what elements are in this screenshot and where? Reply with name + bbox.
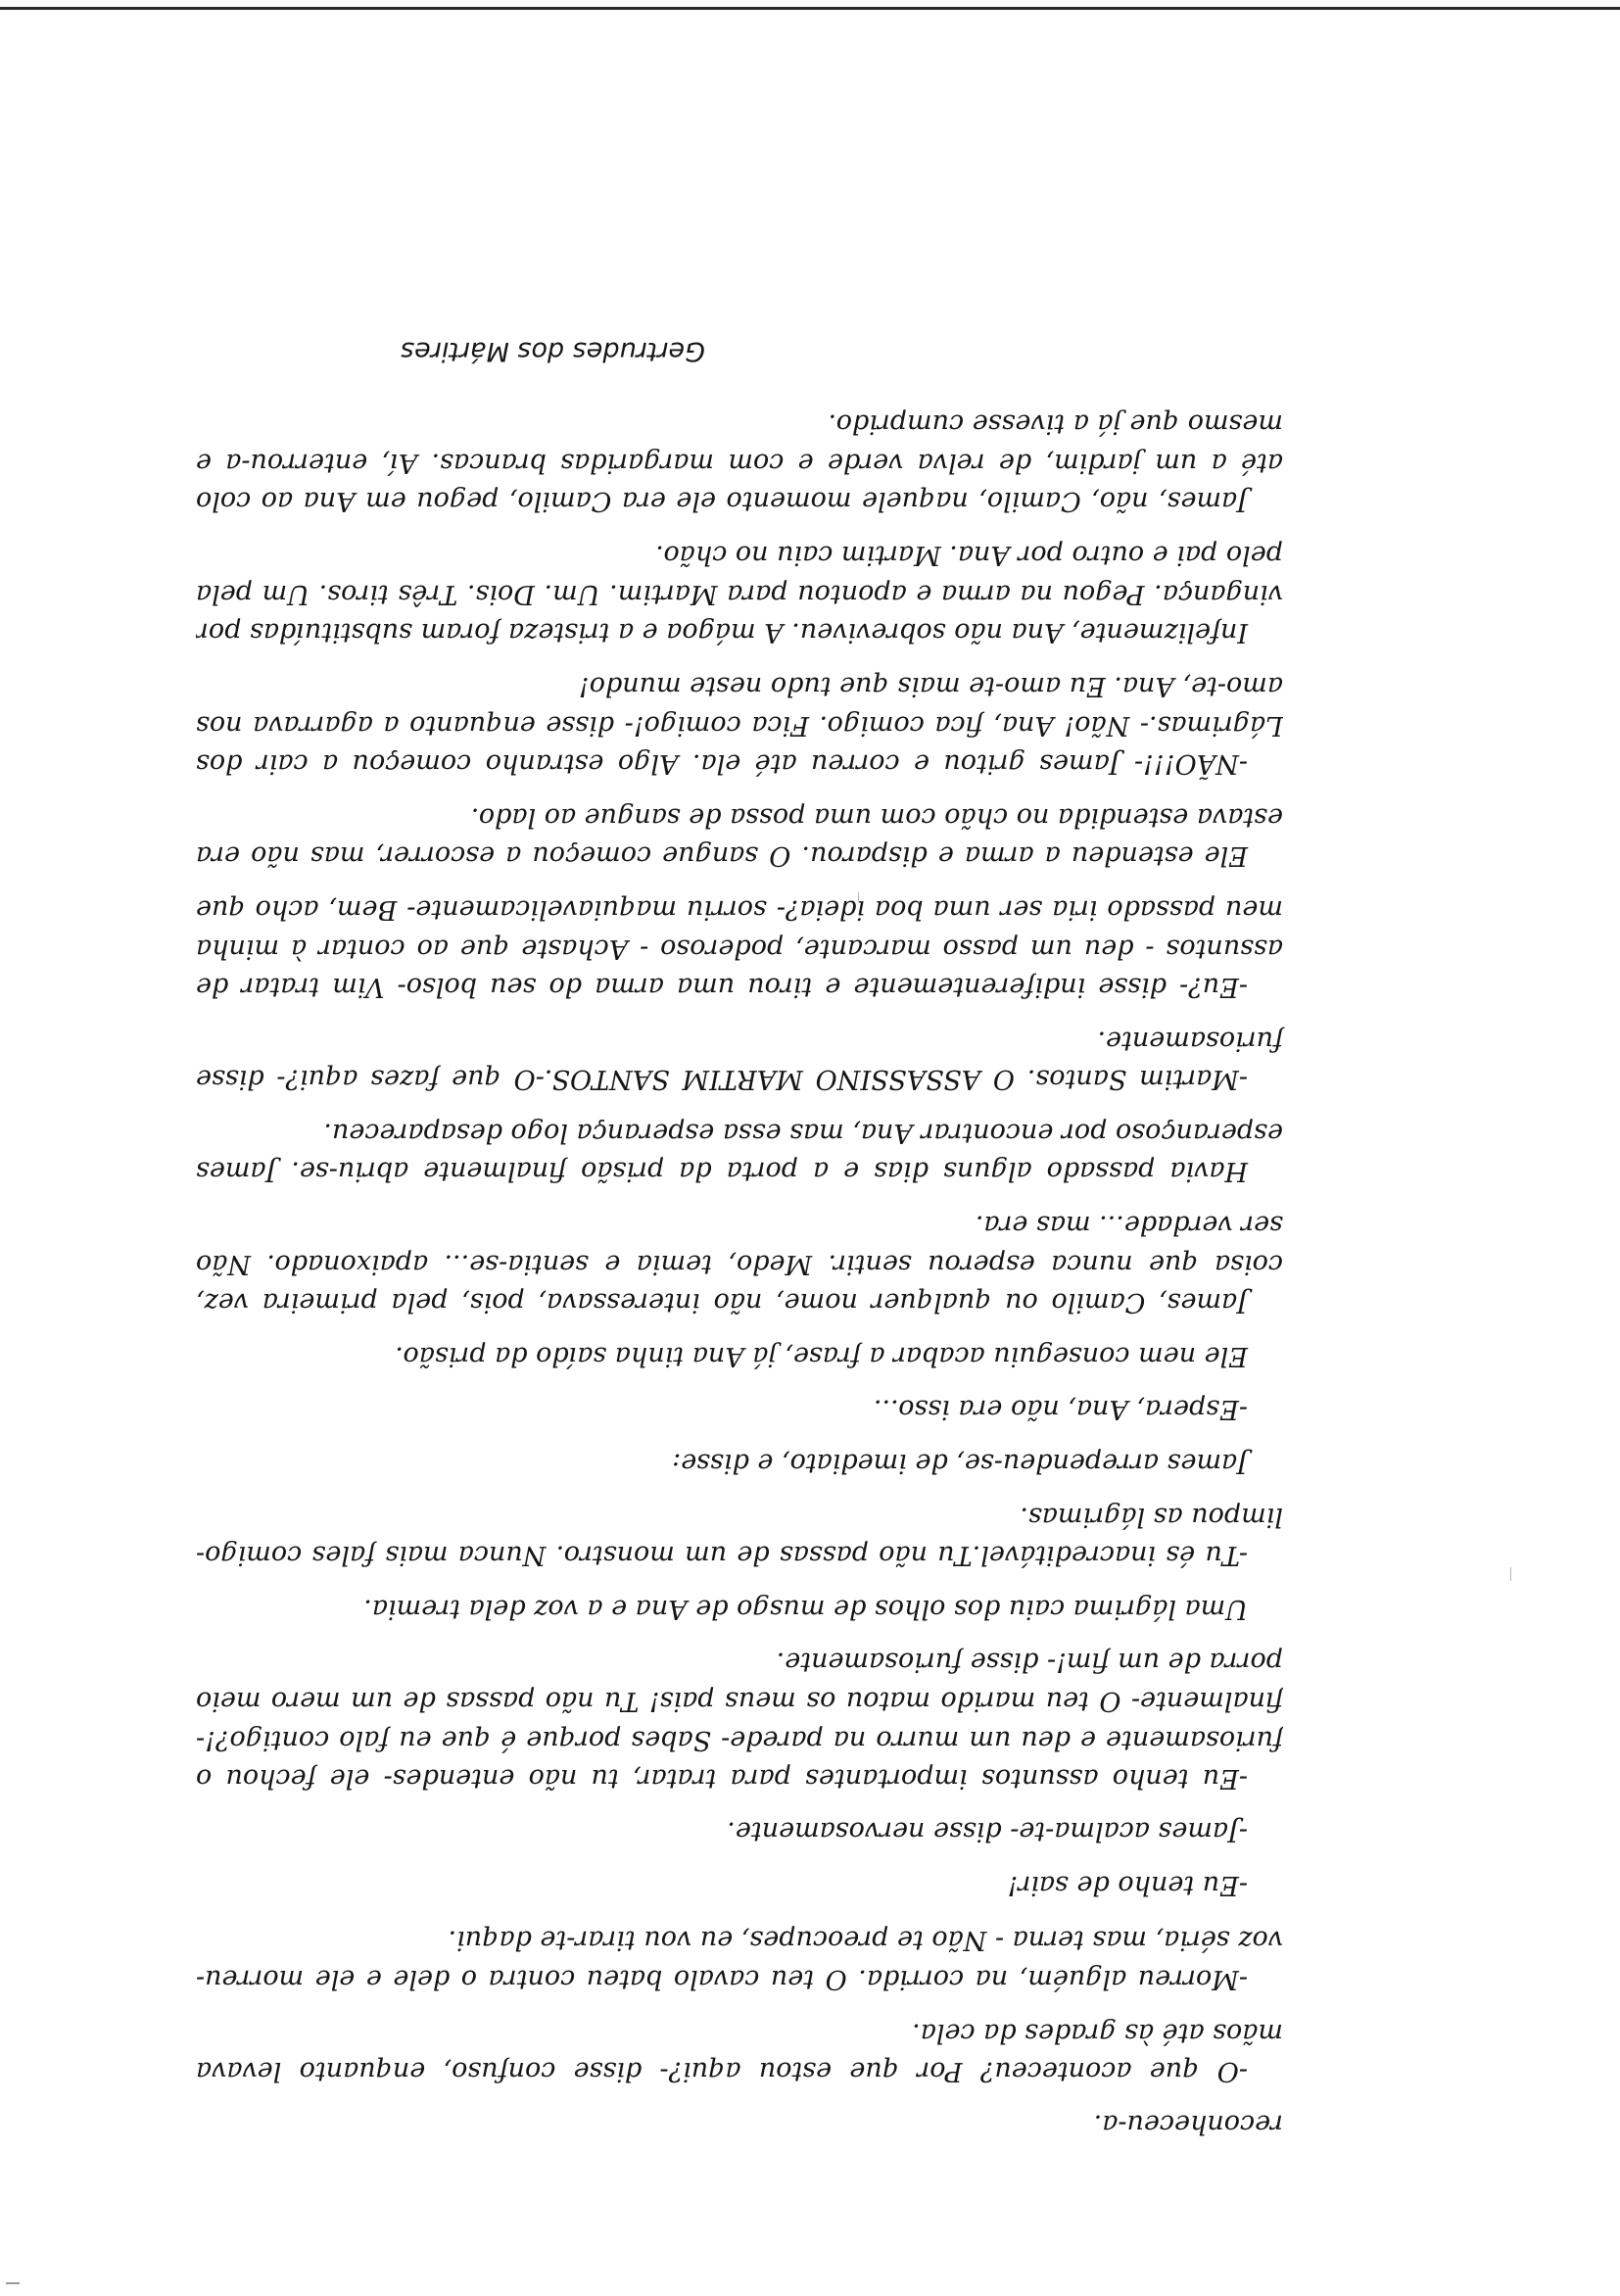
text-line: -Tu és inacreditável.Tu não passas de um monstro. Nunca mais fales comigo- (196, 1540, 1248, 1570)
text-line: -Martim Santos. O ASSASSINO MARTIM SANTOS.-O que fazes aqui?- disse (196, 1064, 1248, 1094)
text-line: meu passado iria ser uma boa ideia?- sorriu maquiavelicamente- Bem, acho que (196, 894, 1283, 925)
text-line: até a um jardim, de relva verde e com margaridas brancas. Aí, enterrou-a e (196, 448, 1283, 478)
text-line: -O que aconteceu? Por que estou aqui?- disse confuso, enquanto levava (196, 2056, 1248, 2086)
text-line: furiosamente e deu um murro na parede- Sabes porque é que eu falo contigo?!- (196, 1725, 1283, 1755)
scan-edge-line (0, 7, 1620, 10)
text-line: limpou as lágrimas. (1020, 1502, 1283, 1532)
text-line: Havia passado alguns dias e a porta da prisão finalmente abriu-se. James (196, 1156, 1248, 1186)
text-line: Uma lágrima caiu dos olhos de musgo de Ana e a voz dela tremia. (363, 1594, 1248, 1624)
text-line: finalmente- O teu marido matou os meus pais! Tu não passas de um mero meio (196, 1686, 1283, 1716)
text-line: furiosamente. (1097, 1026, 1283, 1056)
text-line: reconheceu-a. (1093, 2109, 1283, 2139)
text-line: estava estendida no chão com uma possa de sangue ao lado. (470, 802, 1283, 833)
text-line: Infelizmente, Ana não sobreviveu. A mágoa e a tristeza foram substituídas por (196, 617, 1248, 647)
text-line: mesmo que já a tivesse cumprido. (828, 408, 1283, 439)
text-line: voz séria, mas terna - Não te preocupes, eu vou tirar-te daqui. (448, 1925, 1283, 1955)
text-line: esperançoso por encontrar Ana, mas essa esperança logo desapareceu. (323, 1118, 1283, 1148)
text-line: amo-te, Ana. Eu amo-te mais que tudo neste mundo! (578, 671, 1283, 701)
text-line: -Eu?- disse indiferentemente e tirou uma arma do seu bolso- Vim tratar de (196, 972, 1248, 1002)
text-line: Ele estendeu a arma e disparou. O sangue começou a escorrer, mas não era (196, 840, 1248, 871)
text-line: -James acalma-te- disse nervosamente. (727, 1816, 1248, 1846)
text-line: -Morreu alguém, na corrida. O teu cavalo bateu contra o dele e ele morreu- (196, 1964, 1248, 1994)
text-line: James arrependeu-se, de imediato, e disse: (672, 1448, 1248, 1478)
text-line: mãos até às grades da cela. (912, 2018, 1283, 2048)
scan-corner-mark (6, 2282, 20, 2284)
text-line: vingança. Pegou na arma e apontou para Martim. Um. Dois. Três tiros. Um pela (196, 579, 1283, 609)
text-line: Ele nem conseguiu acabar a frase, já Ana tinha saído da prisão. (395, 1341, 1248, 1371)
text-line: Lágrimas.- Não! Ana, fica comigo. Fica comigo!- disse enquanto a agarrava nos (196, 710, 1283, 741)
author-signature: Gertrudes dos Mártires (401, 336, 705, 366)
text-line: ser verdade... mas era. (975, 1210, 1283, 1240)
text-line: James, não, Camilo, naquele momento ele era Camilo, pegou em Ana ao colo (196, 486, 1248, 516)
text-line: porra de um fim!- disse furiosamente. (776, 1647, 1283, 1677)
scan-speck (1510, 1567, 1511, 1581)
text-line: -Espera, Ana, não era isso... (873, 1394, 1248, 1424)
text-line: pelo pai e outro por Ana. Martim caiu no chão. (655, 540, 1283, 570)
text-line: assuntos - deu um passo marcante, poderoso - Achaste que ao contar à minha (196, 933, 1283, 964)
text-line: -NÃO!!!- James gritou e correu até ela. Algo estranho começou a cair dos (196, 748, 1248, 779)
text-line: coisa que nunca esperou sentir. Medo, temia e sentia-se... apaixonado. Não (196, 1249, 1283, 1279)
text-line: -Eu tenho assuntos importantes para tratar, tu não entendes- ele fechou o (196, 1763, 1248, 1794)
text-line: James, Camilo ou qualquer nome, não interessava, pois, pela primeira vez, (196, 1287, 1248, 1317)
text-line: -Eu tenho de sair! (1007, 1870, 1248, 1900)
story-text-upside-down (196, 47, 1283, 2143)
